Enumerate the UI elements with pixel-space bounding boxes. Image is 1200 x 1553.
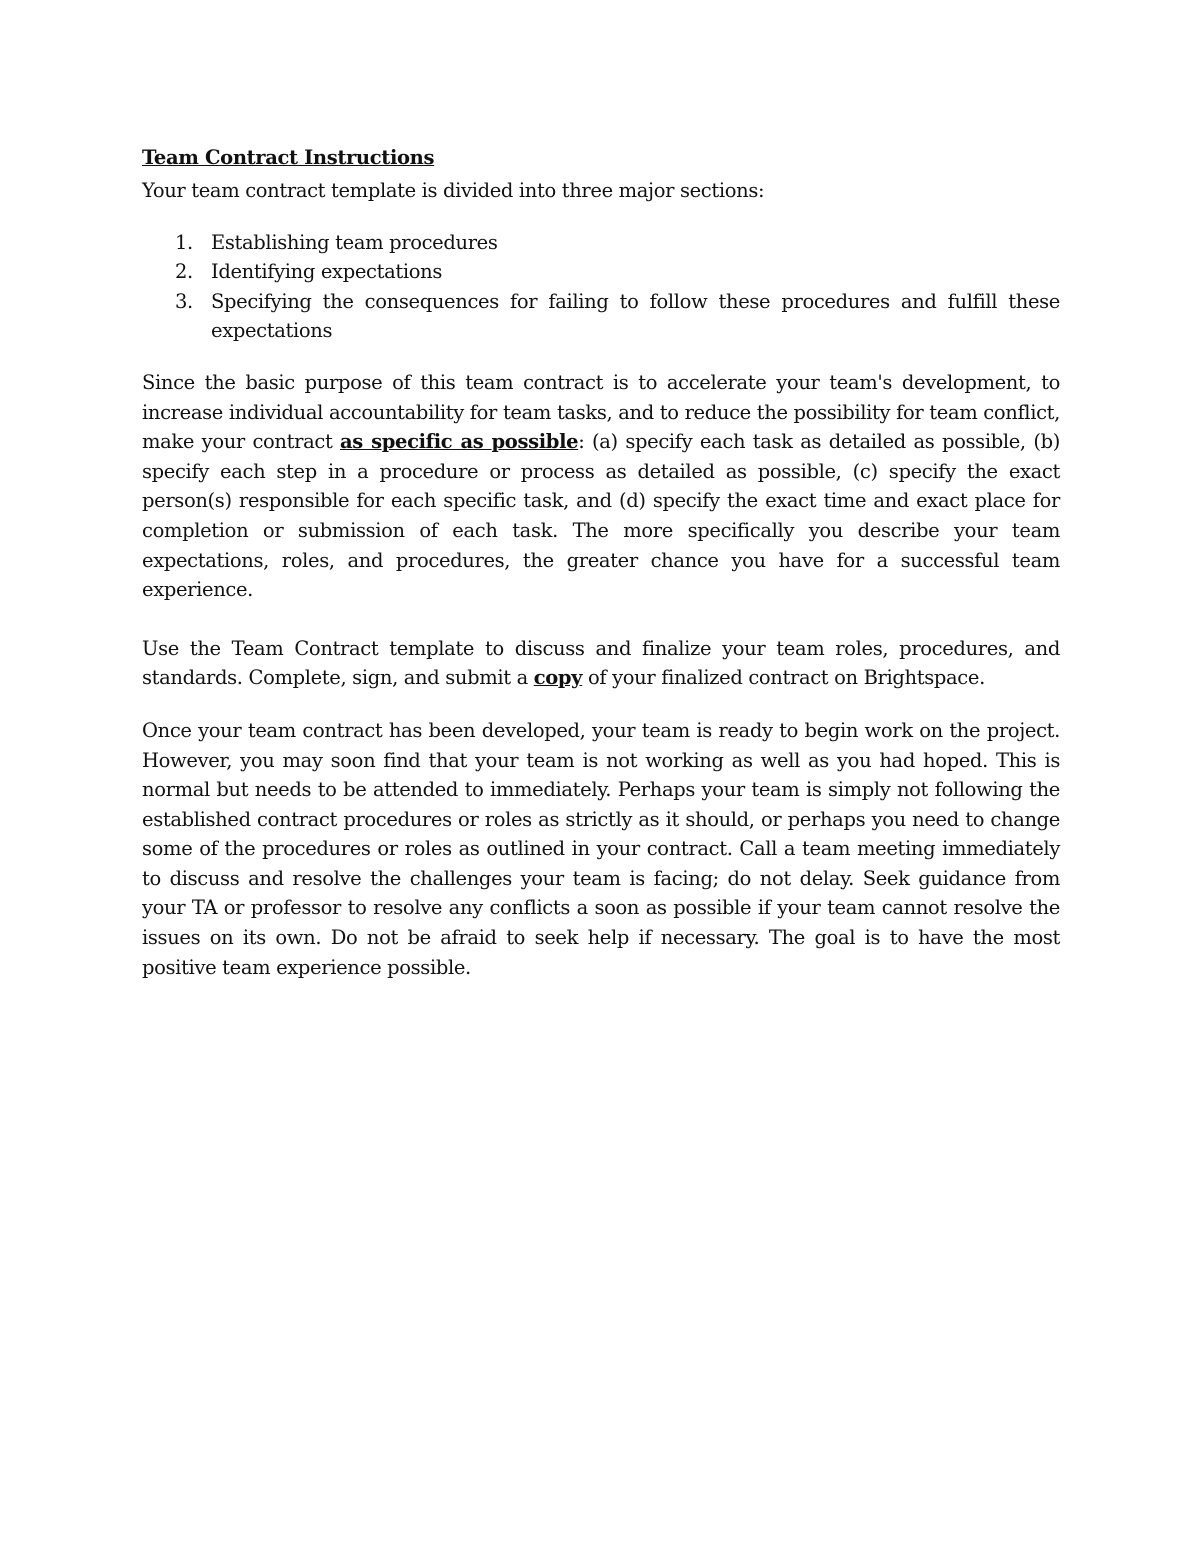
list-item: [142, 287, 1060, 346]
copy-emphasis: copy: [533, 666, 583, 690]
purpose-text-end: : (a) specify each task as detailed as possible, (b) specify each step in a procedure or process as detailed as possible, (c) specify the exact person(s) responsible for each specific task, and (d) specify the exact time and exact place for completion or submission of each task. The more specifically you describe your team expectations, roles, and procedures, the greater chance you have for a successful team experience.: [142, 430, 1060, 602]
guidance-paragraph: Once your team contract has been developed, your team is ready to begin work on the project. However, you may soon find that your team is not working as well as you had hoped. This is normal but needs to be attended to immediately. Perhaps your team is simply not following the established contract procedures or roles as strictly as it should, or perhaps you need to change some of the procedures or roles as outlined in your contract. Call a team meeting immediately to discuss and resolve the challenges your team is facing; do not delay. Seek guidance from your TA or professor to resolve any conflicts a soon as possible if your team cannot resolve the issues on its own. Do not be afraid to seek help if necessary. The goal is to have the most positive team experience possible.: [142, 718, 1060, 979]
template-paragraph: [142, 634, 1060, 693]
list-item-text: Identifying expectations: [211, 260, 442, 284]
template-text-start: Use the Team Contract template to discuss and finalize your team roles, procedures, and standards. Complete, sign, and submit a: [142, 636, 1060, 690]
intro-paragraph: Your team contract template is divided into three major sections:: [142, 179, 765, 202]
specific-emphasis: as specific as possible: [340, 430, 579, 454]
list-item-text: Establishing team procedures: [211, 230, 498, 254]
document-title: Team Contract Instructions: [142, 146, 435, 169]
template-text-end: of your finalized contract on Brightspace.: [582, 666, 985, 690]
purpose-paragraph: [142, 368, 1060, 605]
list-number: 1.: [175, 230, 193, 254]
list-item: [142, 228, 1060, 258]
document-page: [142, 140, 1060, 982]
list-item: [142, 257, 1060, 287]
list-item-text: Specifying the consequences for failing to follow these procedures and fulfill these expectations: [211, 289, 1060, 343]
purpose-text-start: Since the basic purpose of this team contract is to accelerate your team's development, to increase individual accountability for team tasks, and to reduce the possibility for team conflict, make your contract: [142, 370, 1060, 454]
list-number: 3.: [175, 289, 193, 313]
list-number: 2.: [175, 260, 193, 284]
sections-list: [142, 228, 1060, 346]
